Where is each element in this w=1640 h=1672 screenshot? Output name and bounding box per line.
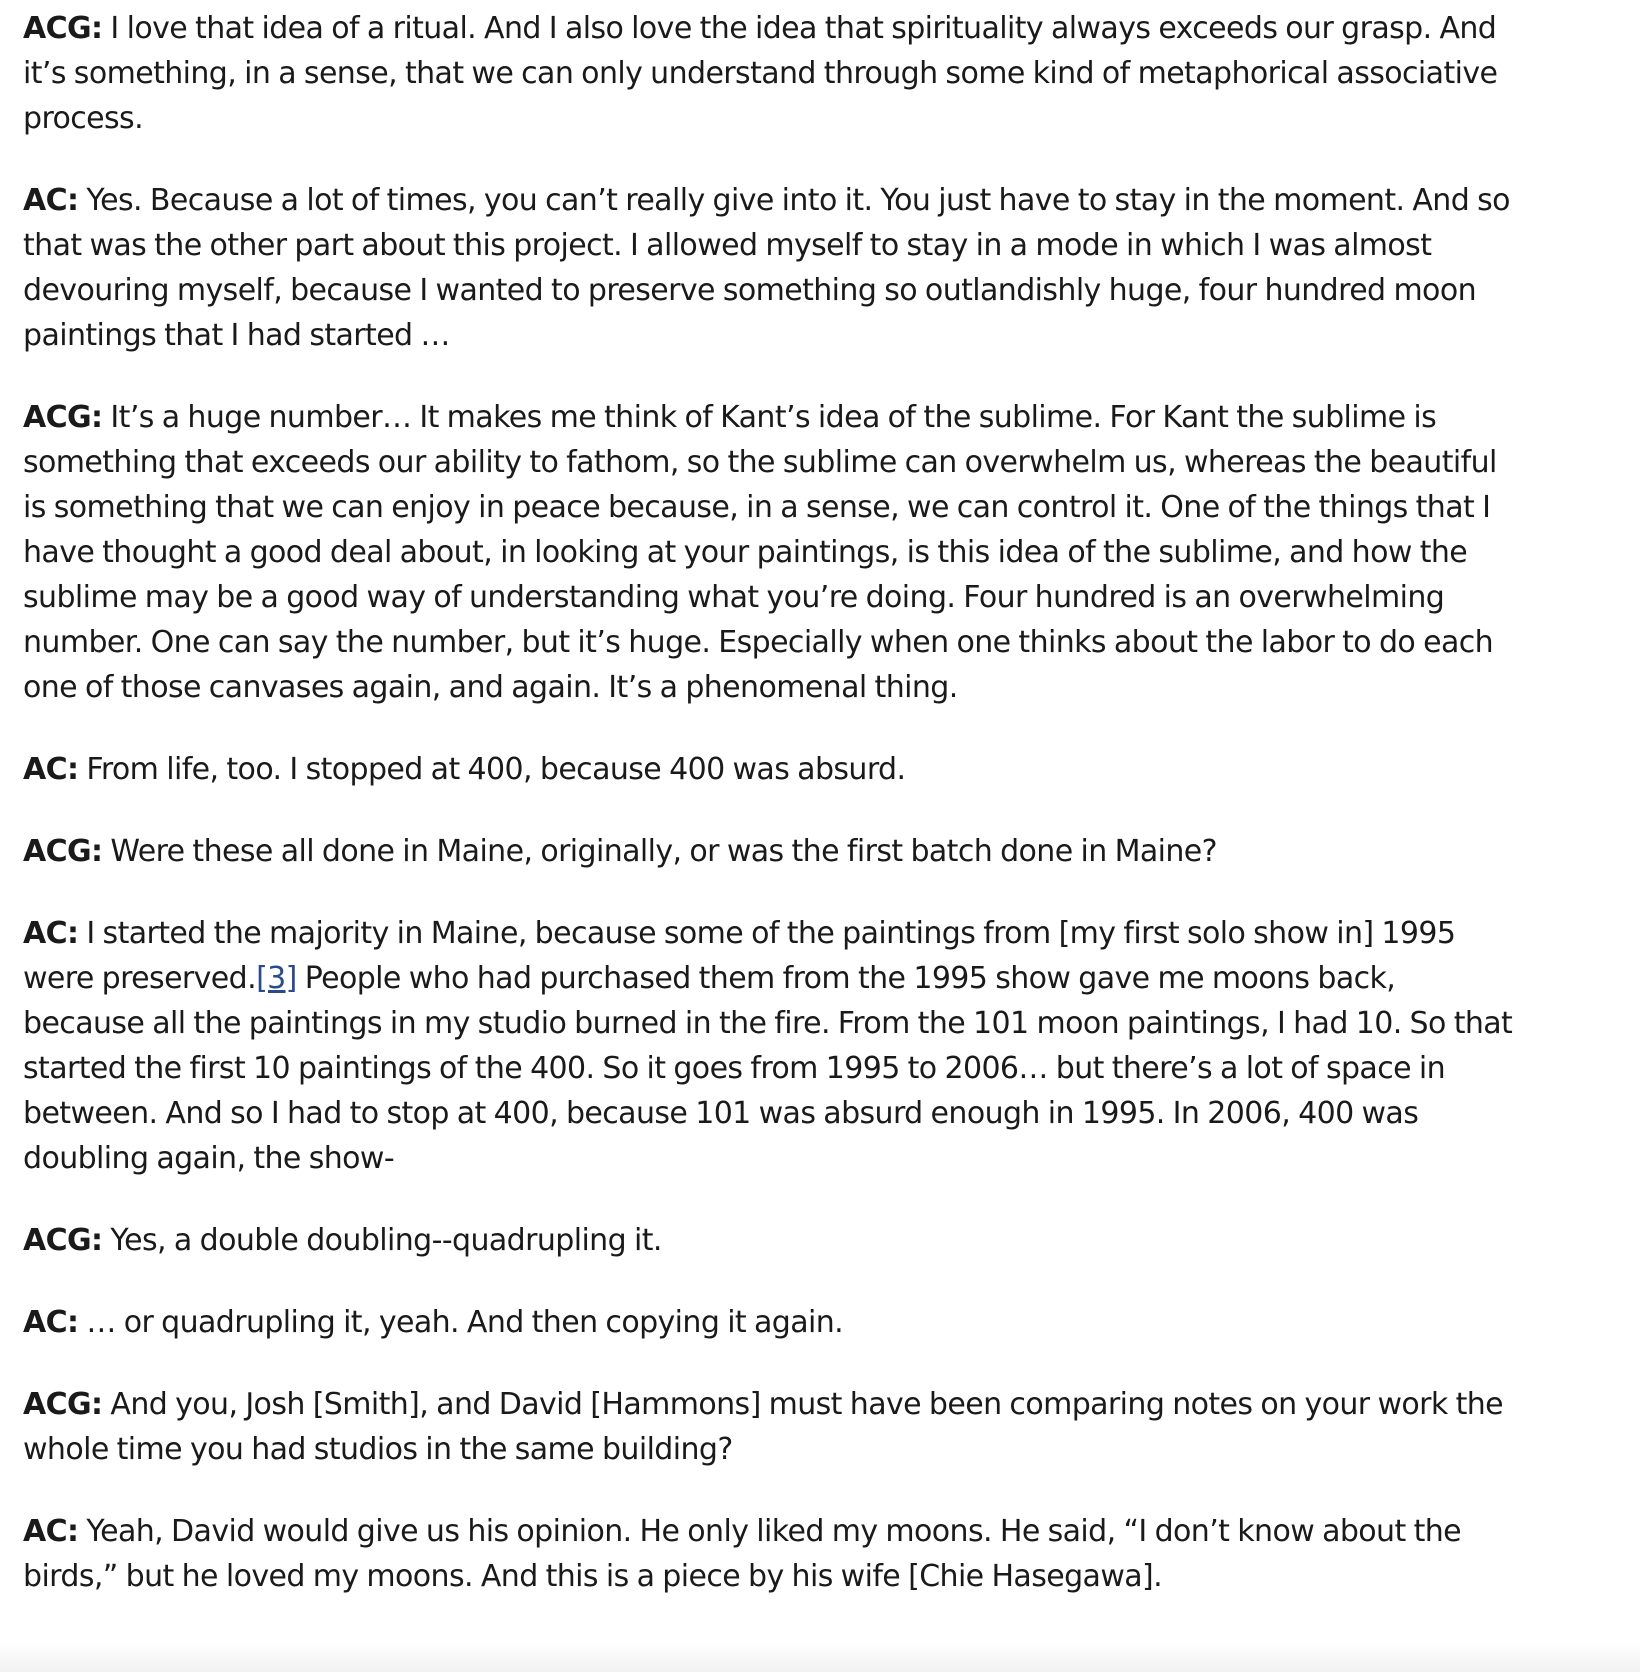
transcript-paragraph — [23, 6, 1519, 141]
speaker-label: ACG: — [23, 400, 103, 435]
transcript-paragraph — [23, 1509, 1519, 1599]
speaker-label: AC: — [23, 1305, 79, 1340]
footnote-link[interactable]: [3] — [256, 961, 297, 996]
transcript-paragraph — [23, 1300, 1519, 1345]
speaker-label: AC: — [23, 1514, 79, 1549]
paragraph-text: … or quadrupling it, yeah. And then copying it again. — [78, 1305, 844, 1340]
transcript-paragraph — [23, 911, 1519, 1181]
paragraph-text: People who had purchased them from the 1995 show gave me moons back, because all the paintings in my studio burned in the fire. From the 101 moon paintings, I had 10. So that started the first 10 paintings of the 400. So it goes from 1995 to 2006… but there’s a lot of space in between. And so I had to stop at 400, because 101 was absurd enough in 1995. In 2006, 400 was doubling again, the show- — [23, 961, 1513, 1176]
paragraph-text: Were these all done in Maine, originally, or was the first batch done in Maine? — [102, 834, 1217, 869]
paragraph-text: From life, too. I stopped at 400, because 400 was absurd. — [78, 752, 906, 787]
transcript-paragraph — [23, 747, 1519, 792]
speaker-label: ACG: — [23, 834, 103, 869]
speaker-label: ACG: — [23, 1223, 103, 1258]
transcript-paragraph — [23, 1382, 1519, 1472]
interview-transcript — [23, 6, 1519, 1636]
paragraph-text: I love that idea of a ritual. And I also love the idea that spirituality always exceeds our grasp. And it’s something, in a sense, that we can only understand through some kind of metaphorical associative process. — [23, 11, 1498, 136]
paragraph-text: Yeah, David would give us his opinion. He only liked my moons. He said, “I don’t know about the birds,” but he loved my moons. And this is a piece by his wife [Chie Hasegawa]. — [23, 1514, 1461, 1594]
speaker-label: AC: — [23, 752, 79, 787]
speaker-label: AC: — [23, 916, 79, 951]
speaker-label: ACG: — [23, 1387, 103, 1422]
transcript-paragraph — [23, 178, 1519, 358]
transcript-paragraph — [23, 1218, 1519, 1263]
transcript-paragraph — [23, 829, 1519, 874]
paragraph-text: It’s a huge number… It makes me think of Kant’s idea of the sublime. For Kant the sublime is something that exceeds our ability to fathom, so the sublime can overwhelm us, whereas the beautiful is something that we can enjoy in peace because, in a sense, we can control it. One of the things that I have thought a good deal about, in looking at your paintings, is this idea of the sublime, and how the sublime may be a good way of understanding what you’re doing. Four hundred is an overwhelming number. One can say the number, but it’s huge. Especially when one thinks about the labor to do each one of those canvases again, and again. It’s a phenomenal thing. — [23, 400, 1497, 705]
paragraph-text: Yes. Because a lot of times, you can’t really give into it. You just have to stay in the moment. And so that was the other part about this project. I allowed myself to stay in a mode in which I was almost devouring myself, because I wanted to preserve something so outlandishly huge, four hundred moon paintings that I had started … — [23, 183, 1510, 353]
speaker-label: ACG: — [23, 11, 103, 46]
transcript-paragraph — [23, 395, 1519, 710]
paragraph-text: I started the majority in Maine, because some of the paintings from [my first solo show in] 1995 were preserved. — [23, 916, 1456, 996]
bottom-fade — [0, 1642, 1640, 1672]
paragraph-text: And you, Josh [Smith], and David [Hammons] must have been comparing notes on your work the whole time you had studios in the same building? — [23, 1387, 1504, 1467]
paragraph-text: Yes, a double doubling--quadrupling it. — [102, 1223, 662, 1258]
speaker-label: AC: — [23, 183, 79, 218]
